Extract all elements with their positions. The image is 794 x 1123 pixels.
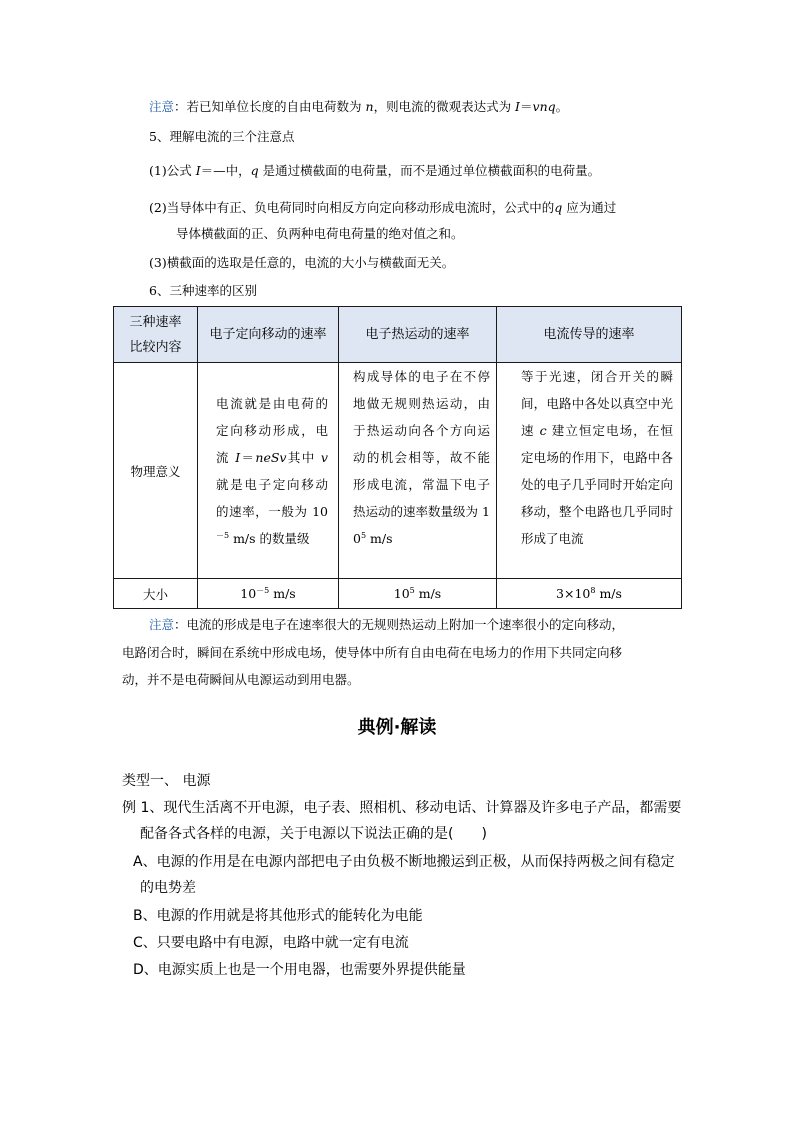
- note-current-formation-line-1: 注意：电流的形成是电子在速率很大的无规则热运动上附加一个速率很小的定向移动，: [149, 617, 625, 632]
- point-3: (3)横截面的选取是任意的，电流的大小与横截面无关。: [149, 255, 455, 270]
- option-c: C、只要电路中有电源，电路中就一定有电流: [133, 935, 409, 951]
- header-drift-speed: 电子定向移动的速率: [198, 307, 339, 363]
- table-header-row: [114, 307, 682, 363]
- type-heading: 类型一、 电源: [122, 773, 211, 789]
- note-label: 注意: [149, 617, 175, 632]
- note-current-formation-line-3: 动，并不是电荷瞬间从电源运动到用电器。: [122, 672, 360, 687]
- option-a-line-2: 的电势差: [140, 880, 196, 896]
- cell-drift-magnitude: $10^{-5}$ m/s: [198, 579, 339, 609]
- cell-thermal-magnitude: $10^5$ m/s: [339, 579, 497, 609]
- row-label-magnitude: 大小: [114, 579, 198, 609]
- option-d: D、电源实质上也是一个用电器，也需要外界提供能量: [133, 962, 466, 978]
- point-1: (1)公式 I＝—中，q 是通过横截面的电荷量，而不是通过单位横截面积的电荷量。: [149, 163, 601, 178]
- note-current-formation-line-2: 电路闭合时，瞬间在系统中形成电场，使导体中所有自由电荷在电场力的作用下共同定向移: [122, 645, 623, 660]
- cell-conduction-meaning: 等于光速，闭合开关的瞬间，电路中各处以真空中光速 c 建立恒定电场，在恒定电场的作用下，电路中各处的电子几乎同时开始定向移动，整个电路也几乎同时形成了电流: [497, 363, 682, 579]
- table-row: [114, 579, 682, 609]
- note-label: 注意: [149, 99, 175, 114]
- cell-conduction-magnitude: $3\times 10^8$ m/s: [497, 579, 682, 609]
- table-row: [114, 363, 682, 579]
- note-current-expression: 注意：若已知单位长度的自由电荷数为 n，则电流的微观表达式为 I＝vnq。: [149, 99, 569, 114]
- option-b: B、电源的作用就是将其他形式的能转化为电能: [133, 908, 423, 924]
- cell-thermal-meaning: 构成导体的电子在不停地做无规则热运动，由于热运动向各个方向运动的机会相等，故不能形成电流，常温下电子热运动的速率数量级为 $10^5$ m/s: [339, 363, 497, 579]
- heading-three-speeds: 6、三种速率的区别: [149, 283, 257, 298]
- row-label-physical-meaning: 物理意义: [114, 363, 198, 579]
- question-line-1: 例 1、现代生活离不开电源，电子表、照相机、移动电话、计算器及许多电子产品，都需要: [122, 800, 682, 816]
- option-a-line-1: A、电源的作用是在电源内部把电子由负极不断地搬运到正极，从而保持两极之间有稳定: [133, 854, 675, 870]
- speed-comparison-table: [113, 306, 682, 609]
- question-line-2: 配备各式各样的电源，关于电源以下说法正确的是( ): [140, 826, 487, 842]
- header-conduction-speed: 电流传导的速率: [497, 307, 682, 363]
- point-2-line-1: (2)当导体中有正、负电荷同时向相反方向定向移动形成电流时，公式中的q 应为通过: [149, 200, 617, 215]
- section-title: 典例·解读: [357, 717, 437, 738]
- point-2-line-2: 导体横截面的正、负两种电荷电荷量的绝对值之和。: [176, 226, 464, 241]
- heading-three-notes: 5、理解电流的三个注意点: [149, 129, 295, 144]
- header-thermal-speed: 电子热运动的速率: [339, 307, 497, 363]
- cell-drift-meaning: 电流就是由电荷的定向移动形成，电流 I＝neSv其中 v 就是电子定向移动的速率，一般为 $10^{-5}$ m/s 的数量级: [198, 363, 339, 579]
- table-corner-cell: 三种速率 比较内容: [114, 307, 198, 363]
